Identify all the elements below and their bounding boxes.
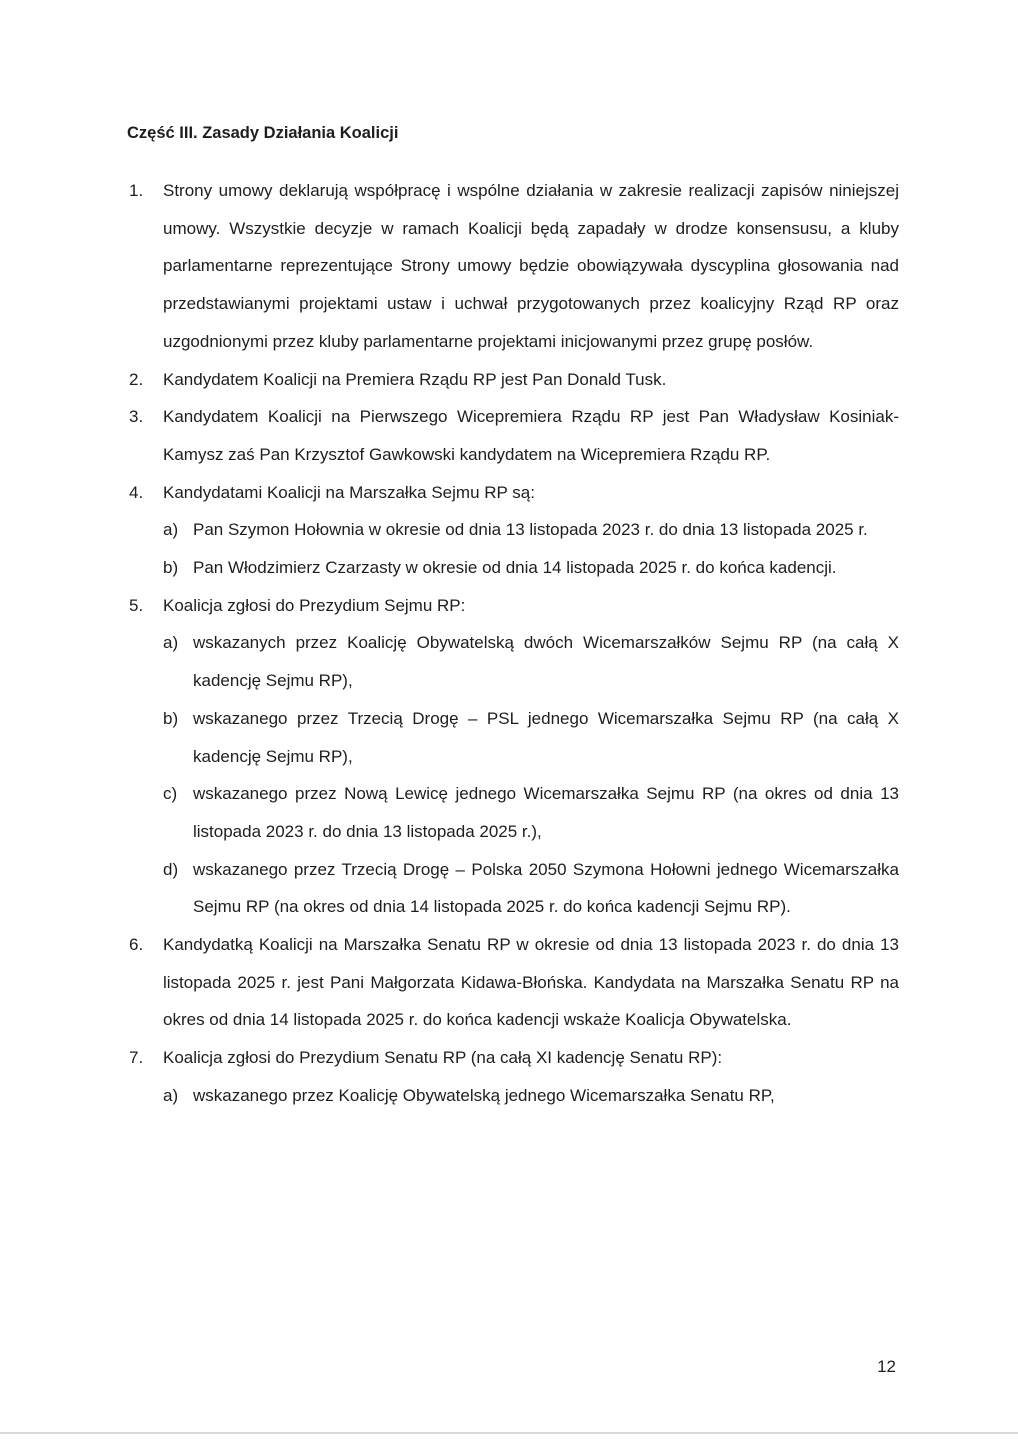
sub-item-b xyxy=(163,549,899,587)
sub-item-letter: c) xyxy=(163,784,178,804)
sub-item-a xyxy=(163,1077,899,1115)
item-text: Koalicja zgłosi do Prezydium Senatu RP (na całą XI kadencję Senatu RP): xyxy=(163,1048,723,1068)
item-text: Kandydatem Koalicji na Premiera Rządu RP jest Pan Donald Tusk. xyxy=(163,369,667,389)
sub-item-a xyxy=(163,624,899,699)
item-number: 5. xyxy=(129,595,144,615)
list-item-3 xyxy=(127,398,899,473)
item-text: Kandydatem Koalicji na Pierwszego Wicepremiera Rządu RP jest Pan Władysław Kosiniak-Kamysz zaś Pan Krzysztof Gawkowski kandydatem na Wicepremiera Rządu RP. xyxy=(163,407,899,464)
sub-list xyxy=(163,511,899,586)
sub-item-text: wskazanego przez Nową Lewicę jednego Wicemarszałka Sejmu RP (na okres od dnia 13 listopada 2023 r. do dnia 13 listopada 2025 r.), xyxy=(193,784,899,841)
sub-item-text: Pan Włodzimierz Czarzasty w okresie od dnia 14 listopada 2025 r. do końca kadencji. xyxy=(193,558,837,578)
list-item-6 xyxy=(127,926,899,1039)
sub-item-text: wskazanego przez Trzecią Drogę – PSL jednego Wicemarszałka Sejmu RP (na całą X kadencję Sejmu RP), xyxy=(193,708,899,766)
item-number: 2. xyxy=(129,369,144,389)
sub-item-b xyxy=(163,700,899,775)
sub-item-text: Pan Szymon Hołownia w okresie od dnia 13 listopada 2023 r. do dnia 13 listopada 2025 r. xyxy=(193,520,868,540)
sub-item-d xyxy=(163,851,899,926)
numbered-list xyxy=(127,172,899,1115)
sub-item-text: wskazanego przez Koalicję Obywatelską jednego Wicemarszałka Senatu RP, xyxy=(193,1085,775,1105)
sub-item-c xyxy=(163,775,899,850)
item-text: Kandydatką Koalicji na Marszałka Senatu RP w okresie od dnia 13 listopada 2023 r. do dnia 13 listopada 2025 r. jest Pani Małgorzata Kidawa-Błońska. Kandydata na Marszałka Senatu RP na okres od dnia 14 listopada 2025 r. do końca kadencji wskaże Koalicja Obywatelska. xyxy=(163,935,899,1030)
sub-item-text: wskazanego przez Trzecią Drogę – Polska 2050 Szymona Hołowni jednego Wicemarszałka Sejmu RP (na okres od dnia 14 listopada 2025 r. do końca kadencji Sejmu RP). xyxy=(193,859,899,917)
item-number: 7. xyxy=(129,1048,144,1068)
item-text: Kandydatami Koalicji na Marszałka Sejmu RP są: xyxy=(163,482,535,502)
list-item-2 xyxy=(127,361,899,399)
item-number: 4. xyxy=(129,482,144,502)
item-number: 1. xyxy=(129,181,144,200)
sub-list xyxy=(163,1077,899,1115)
page-number: 12 xyxy=(877,1357,896,1376)
sub-item-letter: a) xyxy=(163,520,179,540)
list-item-4 xyxy=(127,474,899,587)
scan-edge-divider xyxy=(0,1432,1018,1434)
item-number: 3. xyxy=(129,407,144,427)
sub-list xyxy=(163,624,899,926)
list-item-1 xyxy=(127,172,899,361)
sub-item-a xyxy=(163,511,899,549)
item-text: Koalicja zgłosi do Prezydium Sejmu RP: xyxy=(163,595,466,615)
sub-item-letter: b) xyxy=(163,558,179,578)
list-item-7 xyxy=(127,1039,899,1114)
section-heading: Część III. Zasady Działania Koalicji xyxy=(127,124,399,142)
list-item-5 xyxy=(127,587,899,926)
item-number: 6. xyxy=(129,935,144,955)
sub-item-text: wskazanych przez Koalicję Obywatelską dwóch Wicemarszałków Sejmu RP (na całą X kadencję Sejmu RP), xyxy=(193,633,899,691)
item-text: Strony umowy deklarują współpracę i wspólne działania w zakresie realizacji zapisów niniejszej umowy. Wszystkie decyzje w ramach Koalicji będą zapadały w drodze konsensusu, a kluby parlamentarne reprezentujące Strony umowy będzie obowiązywała dyscyplina głosowania nad przedstawianymi projektami ustaw i uchwał przygotowanych przez koalicyjny Rząd RP oraz uzgodnionymi przez kluby parlamentarne projektami inicjowanymi przez grupę posłów. xyxy=(163,181,899,351)
sub-item-letter: a) xyxy=(163,1085,179,1105)
sub-item-letter: a) xyxy=(163,633,179,653)
sub-item-letter: b) xyxy=(163,708,179,728)
sub-item-letter: d) xyxy=(163,859,179,879)
